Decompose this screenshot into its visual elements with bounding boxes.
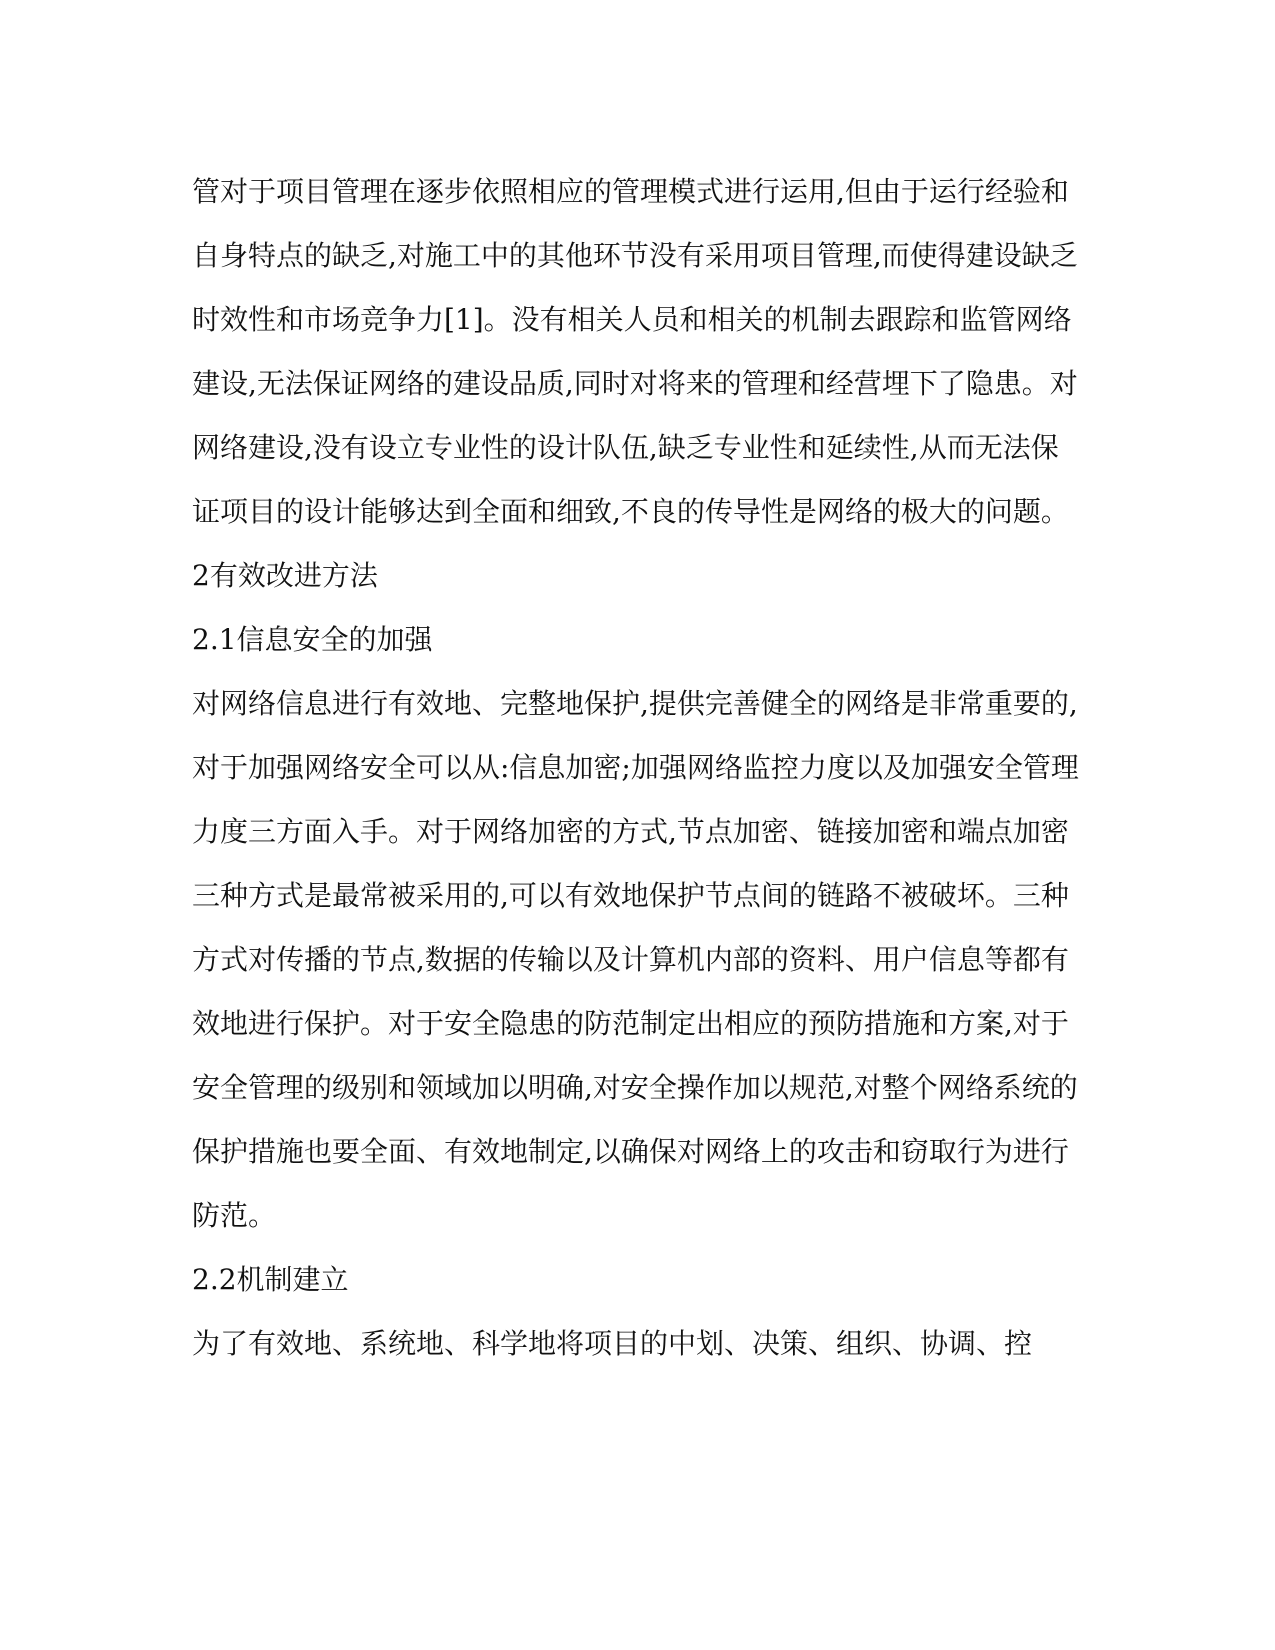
section-heading-2: 2有效改进方法 [192, 559, 378, 592]
section-heading-2-2: 2.2机制建立 [192, 1263, 349, 1296]
paragraph-information-security: 对网络信息进行有效地、完整地保护,提供完善健全的网络是非常重要的,对于加强网络安全可以从:信息加密;加强网络监控力度以及加强安全管理力度三方面入手。对于网络加密的方式,节点加密、链接加密和端点加密三种方式是最常被采用的,可以有效地保护节点间的链路不被破坏。三种方式对传播的节点,数据的传输以及计算机内部的资料、用户信息等都有效地进行保护。对于安全隐患的防范制定出相应的预防措施和方案,对于安全管理的级别和领域加以明确,对安全操作加以规范,对整个网络系统的保护措施也要全面、有效地制定,以确保对网络上的攻击和窃取行为进行防范。 [192, 687, 1079, 1232]
section-heading-2-1: 2.1信息安全的加强 [192, 623, 433, 656]
document-body [192, 160, 1082, 1376]
paragraph-project-management-issues: 管对于项目管理在逐步依照相应的管理模式进行运用,但由于运行经验和自身特点的缺乏,对施工中的其他环节没有采用项目管理,而使得建设缺乏时效性和市场竞争力[1]。没有相关人员和相关的机制去跟踪和监管网络建设,无法保证网络的建设品质,同时对将来的管理和经营埋下了隐患。对网络建设,没有设立专业性的设计队伍,缺乏专业性和延续性,从而无法保证项目的设计能够达到全面和细致,不良的传导性是网络的极大的问题。 [192, 175, 1078, 528]
paragraph-mechanism-establishment: 为了有效地、系统地、科学地将项目的中划、决策、组织、协调、控 [192, 1327, 1033, 1360]
